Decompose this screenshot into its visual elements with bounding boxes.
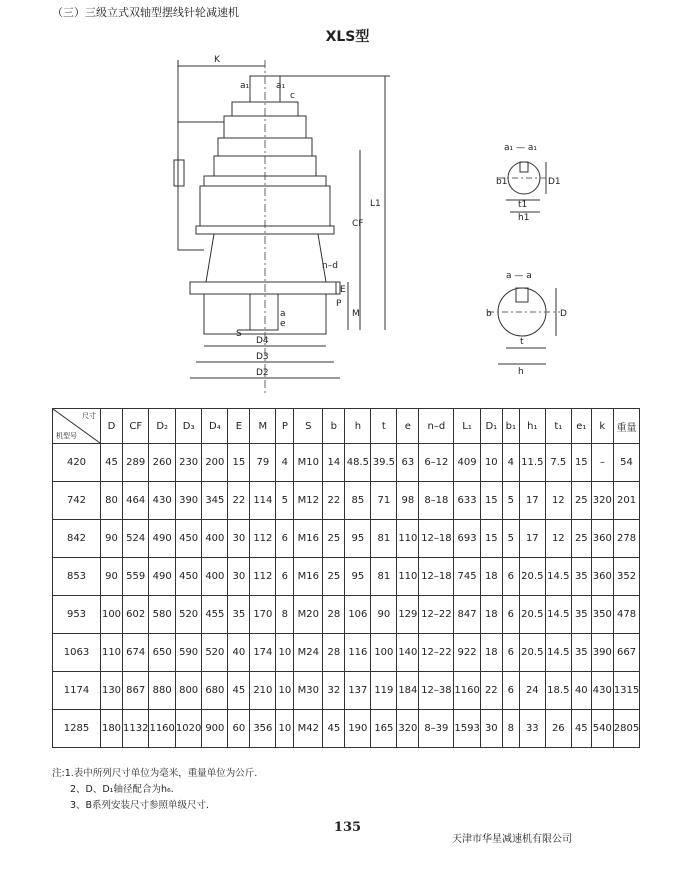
label-D2: D2 xyxy=(256,368,269,378)
model-cell: 1285 xyxy=(53,710,101,748)
table-cell: 14 xyxy=(323,444,345,482)
col-header: S xyxy=(294,409,323,444)
table-cell: 25 xyxy=(571,482,591,520)
col-header: h xyxy=(345,409,371,444)
table-cell: 180 xyxy=(101,710,123,748)
model-title: XLS型 xyxy=(325,29,370,45)
table-cell: 90 xyxy=(101,558,123,596)
table-cell: 400 xyxy=(202,520,228,558)
table-cell: 14.5 xyxy=(545,596,571,634)
table-cell: 33 xyxy=(519,710,545,748)
label-a1-2: a₁ xyxy=(276,81,286,91)
table-cell: 650 xyxy=(149,634,175,672)
company-name: 天津市华星减速机有限公司 xyxy=(452,834,572,845)
table-cell: 12–38 xyxy=(419,672,454,710)
table-cell: 81 xyxy=(371,520,397,558)
table-cell: 345 xyxy=(202,482,228,520)
notes xyxy=(52,766,257,814)
table-cell: 1132 xyxy=(123,710,149,748)
table-cell: 8 xyxy=(276,596,294,634)
table-cell: 520 xyxy=(202,634,228,672)
table-cell: 32 xyxy=(323,672,345,710)
table-cell: 350 xyxy=(591,596,613,634)
table-cell: 400 xyxy=(202,558,228,596)
label-L1: L1 xyxy=(370,199,381,209)
table-cell: 6 xyxy=(502,558,519,596)
table-cell: 800 xyxy=(175,672,201,710)
table-cell: 210 xyxy=(250,672,276,710)
label-S: S xyxy=(236,329,242,339)
table-cell: 17 xyxy=(519,520,545,558)
table-cell: 81 xyxy=(371,558,397,596)
table-cell: 80 xyxy=(101,482,123,520)
spec-table xyxy=(52,408,640,748)
table-cell: 15 xyxy=(228,444,250,482)
section-title: （三）三级立式双轴型摆线针轮减速机 xyxy=(52,6,239,19)
table-cell: 15 xyxy=(480,520,502,558)
reducer-drawing xyxy=(0,0,675,400)
label-K: K xyxy=(214,55,220,65)
table-cell: 95 xyxy=(345,558,371,596)
table-row xyxy=(53,596,640,634)
table-cell: 674 xyxy=(123,634,149,672)
table-cell: 289 xyxy=(123,444,149,482)
table-cell: 35 xyxy=(571,596,591,634)
table-cell: 170 xyxy=(250,596,276,634)
col-header: n–d xyxy=(419,409,454,444)
table-cell: 45 xyxy=(101,444,123,482)
table-cell: 520 xyxy=(175,596,201,634)
table-cell: 24 xyxy=(519,672,545,710)
table-cell: 360 xyxy=(591,520,613,558)
table-cell: 100 xyxy=(371,634,397,672)
table-cell: 20.5 xyxy=(519,596,545,634)
spec-table-body xyxy=(53,444,640,748)
model-cell: 1063 xyxy=(53,634,101,672)
table-cell: 847 xyxy=(454,596,480,634)
table-cell: 40 xyxy=(228,634,250,672)
table-row xyxy=(53,482,640,520)
table-cell: 130 xyxy=(101,672,123,710)
table-cell: 14.5 xyxy=(545,634,571,672)
model-cell: 842 xyxy=(53,520,101,558)
table-cell: 201 xyxy=(613,482,639,520)
table-cell: 22 xyxy=(323,482,345,520)
table-cell: 12–18 xyxy=(419,520,454,558)
table-cell: 6–12 xyxy=(419,444,454,482)
label-sec2: a — a xyxy=(506,271,532,281)
table-cell: 45 xyxy=(228,672,250,710)
col-header: D xyxy=(101,409,123,444)
table-cell: 129 xyxy=(397,596,419,634)
table-row xyxy=(53,710,640,748)
table-cell: 1160 xyxy=(149,710,175,748)
table-cell: 100 xyxy=(101,596,123,634)
table-cell: 45 xyxy=(323,710,345,748)
table-cell: 22 xyxy=(228,482,250,520)
table-cell: 15 xyxy=(480,482,502,520)
table-cell: 25 xyxy=(571,520,591,558)
col-header: D₁ xyxy=(480,409,502,444)
table-cell: 18 xyxy=(480,634,502,672)
table-cell: 4 xyxy=(502,444,519,482)
label-E: E xyxy=(340,285,346,295)
label-b: b xyxy=(486,309,492,319)
table-cell: 119 xyxy=(371,672,397,710)
col-header: b xyxy=(323,409,345,444)
model-cell: 953 xyxy=(53,596,101,634)
table-cell: 455 xyxy=(202,596,228,634)
col-header: P xyxy=(276,409,294,444)
corner-top: 尺寸 xyxy=(82,412,96,420)
table-cell: 490 xyxy=(149,558,175,596)
label-a1: a₁ xyxy=(240,81,250,91)
note-3: 3、B系列安装尺寸参照单级尺寸. xyxy=(70,800,210,811)
table-cell: M42 xyxy=(294,710,323,748)
table-cell: 8–39 xyxy=(419,710,454,748)
table-cell: 10 xyxy=(276,634,294,672)
table-cell: 260 xyxy=(149,444,175,482)
table-cell: 28 xyxy=(323,634,345,672)
table-cell: 478 xyxy=(613,596,639,634)
table-cell: 114 xyxy=(250,482,276,520)
table-cell: 190 xyxy=(345,710,371,748)
label-t: t xyxy=(520,337,524,347)
table-cell: 745 xyxy=(454,558,480,596)
table-cell: 137 xyxy=(345,672,371,710)
table-cell: – xyxy=(591,444,613,482)
col-header: D₂ xyxy=(149,409,175,444)
note-2: 2、D、D₁轴径配合为h₆. xyxy=(70,784,174,795)
table-row xyxy=(53,444,640,482)
table-cell: 40 xyxy=(571,672,591,710)
table-cell: 10 xyxy=(276,672,294,710)
table-cell: 90 xyxy=(101,520,123,558)
label-CF: CF xyxy=(352,219,364,229)
label-D1: D1 xyxy=(548,177,561,187)
table-cell: 12–22 xyxy=(419,596,454,634)
table-cell: M10 xyxy=(294,444,323,482)
table-cell: 140 xyxy=(397,634,419,672)
table-cell: 110 xyxy=(397,558,419,596)
table-row xyxy=(53,672,640,710)
table-cell: 693 xyxy=(454,520,480,558)
table-cell: 45 xyxy=(571,710,591,748)
table-cell: 880 xyxy=(149,672,175,710)
corner-bottom: 机型号 xyxy=(56,432,77,440)
table-cell: 54 xyxy=(613,444,639,482)
col-header: E xyxy=(228,409,250,444)
table-cell: 18 xyxy=(480,596,502,634)
table-cell: 8 xyxy=(502,710,519,748)
table-cell: 20.5 xyxy=(519,634,545,672)
table-cell: 26 xyxy=(545,710,571,748)
table-cell: 6 xyxy=(502,672,519,710)
table-cell: 390 xyxy=(175,482,201,520)
col-header: t₁ xyxy=(545,409,571,444)
table-cell: 30 xyxy=(480,710,502,748)
table-cell: 540 xyxy=(591,710,613,748)
label-a: a xyxy=(280,309,286,319)
table-cell: 2805 xyxy=(613,710,639,748)
label-c: c xyxy=(290,91,295,101)
col-header: k xyxy=(591,409,613,444)
table-cell: 900 xyxy=(202,710,228,748)
table-cell: 95 xyxy=(345,520,371,558)
table-cell: 590 xyxy=(175,634,201,672)
model-cell: 420 xyxy=(53,444,101,482)
table-row xyxy=(53,634,640,672)
table-cell: M30 xyxy=(294,672,323,710)
label-nd: n–d xyxy=(322,261,338,271)
table-cell: 6 xyxy=(276,558,294,596)
table-cell: 602 xyxy=(123,596,149,634)
table-cell: 28 xyxy=(323,596,345,634)
table-cell: 174 xyxy=(250,634,276,672)
page-number: 135 xyxy=(333,820,362,835)
label-P: P xyxy=(336,299,342,309)
table-cell: 11.5 xyxy=(519,444,545,482)
table-cell: 1593 xyxy=(454,710,480,748)
table-cell: 18 xyxy=(480,558,502,596)
col-header: e₁ xyxy=(571,409,591,444)
col-header: h₁ xyxy=(519,409,545,444)
table-cell: 430 xyxy=(591,672,613,710)
table-cell: 5 xyxy=(276,482,294,520)
col-header: t xyxy=(371,409,397,444)
col-header: M xyxy=(250,409,276,444)
table-cell: 490 xyxy=(149,520,175,558)
table-cell: 5 xyxy=(502,520,519,558)
table-cell: M16 xyxy=(294,558,323,596)
table-cell: 559 xyxy=(123,558,149,596)
col-header: L₁ xyxy=(454,409,480,444)
table-cell: 71 xyxy=(371,482,397,520)
label-D3: D3 xyxy=(256,352,269,362)
table-cell: 1160 xyxy=(454,672,480,710)
table-cell: 98 xyxy=(397,482,419,520)
table-cell: 15 xyxy=(571,444,591,482)
table-cell: 4 xyxy=(276,444,294,482)
table-cell: 356 xyxy=(250,710,276,748)
table-cell: 110 xyxy=(101,634,123,672)
label-h1: h1 xyxy=(518,213,530,223)
corner-cell xyxy=(53,409,101,444)
table-cell: 450 xyxy=(175,558,201,596)
label-b1: b1 xyxy=(496,177,508,187)
table-cell: 320 xyxy=(397,710,419,748)
table-cell: 30 xyxy=(228,520,250,558)
table-cell: 10 xyxy=(480,444,502,482)
table-cell: M20 xyxy=(294,596,323,634)
table-cell: 360 xyxy=(591,558,613,596)
table-cell: 6 xyxy=(502,634,519,672)
label-sec1: a₁ — a₁ xyxy=(504,143,537,153)
col-header: D₃ xyxy=(175,409,201,444)
table-row xyxy=(53,520,640,558)
table-cell: 922 xyxy=(454,634,480,672)
table-cell: 320 xyxy=(591,482,613,520)
label-t1: t1 xyxy=(518,200,528,210)
table-cell: 35 xyxy=(228,596,250,634)
table-cell: 112 xyxy=(250,520,276,558)
table-cell: 90 xyxy=(371,596,397,634)
col-header: CF xyxy=(123,409,149,444)
header-row xyxy=(53,409,640,444)
table-cell: 116 xyxy=(345,634,371,672)
table-cell: 17 xyxy=(519,482,545,520)
table-cell: 8–18 xyxy=(419,482,454,520)
table-cell: 106 xyxy=(345,596,371,634)
table-cell: 5 xyxy=(502,482,519,520)
table-cell: 464 xyxy=(123,482,149,520)
table-cell: M24 xyxy=(294,634,323,672)
col-header: b₁ xyxy=(502,409,519,444)
table-cell: 409 xyxy=(454,444,480,482)
table-cell: M16 xyxy=(294,520,323,558)
col-header: e xyxy=(397,409,419,444)
table-cell: 10 xyxy=(276,710,294,748)
table-cell: 12 xyxy=(545,520,571,558)
table-cell: 12–22 xyxy=(419,634,454,672)
table-cell: 18.5 xyxy=(545,672,571,710)
table-cell: 1315 xyxy=(613,672,639,710)
table-cell: 430 xyxy=(149,482,175,520)
table-cell: 450 xyxy=(175,520,201,558)
table-cell: 633 xyxy=(454,482,480,520)
table-cell: 1020 xyxy=(175,710,201,748)
table-cell: 680 xyxy=(202,672,228,710)
table-cell: 352 xyxy=(613,558,639,596)
table-cell: 22 xyxy=(480,672,502,710)
table-cell: 7.5 xyxy=(545,444,571,482)
table-cell: 112 xyxy=(250,558,276,596)
table-cell: 184 xyxy=(397,672,419,710)
model-cell: 742 xyxy=(53,482,101,520)
table-cell: 6 xyxy=(276,520,294,558)
col-header: D₄ xyxy=(202,409,228,444)
table-cell: 867 xyxy=(123,672,149,710)
table-cell: 390 xyxy=(591,634,613,672)
label-h: h xyxy=(518,367,524,377)
label-D4: D4 xyxy=(256,336,269,346)
col-header: 重量 xyxy=(613,409,639,444)
table-cell: 79 xyxy=(250,444,276,482)
note-1: 注:1.表中所列尺寸单位为毫米，重量单位为公斤. xyxy=(52,768,258,779)
table-row xyxy=(53,558,640,596)
table-cell: 667 xyxy=(613,634,639,672)
table-cell: 12 xyxy=(545,482,571,520)
table-cell: 580 xyxy=(149,596,175,634)
table-cell: 63 xyxy=(397,444,419,482)
model-cell: 1174 xyxy=(53,672,101,710)
table-cell: 25 xyxy=(323,558,345,596)
table-cell: 39.5 xyxy=(371,444,397,482)
table-cell: 14.5 xyxy=(545,558,571,596)
table-cell: 278 xyxy=(613,520,639,558)
table-cell: M12 xyxy=(294,482,323,520)
table-cell: 110 xyxy=(397,520,419,558)
table-cell: 35 xyxy=(571,634,591,672)
table-cell: 165 xyxy=(371,710,397,748)
label-D: D xyxy=(560,309,567,319)
table-cell: 20.5 xyxy=(519,558,545,596)
table-cell: 230 xyxy=(175,444,201,482)
label-e: e xyxy=(280,319,286,329)
table-cell: 30 xyxy=(228,558,250,596)
table-cell: 25 xyxy=(323,520,345,558)
table-cell: 60 xyxy=(228,710,250,748)
table-cell: 85 xyxy=(345,482,371,520)
table-cell: 48.5 xyxy=(345,444,371,482)
table-cell: 35 xyxy=(571,558,591,596)
label-M: M xyxy=(352,309,360,319)
model-cell: 853 xyxy=(53,558,101,596)
table-cell: 200 xyxy=(202,444,228,482)
table-cell: 524 xyxy=(123,520,149,558)
table-cell: 12–18 xyxy=(419,558,454,596)
table-cell: 6 xyxy=(502,596,519,634)
